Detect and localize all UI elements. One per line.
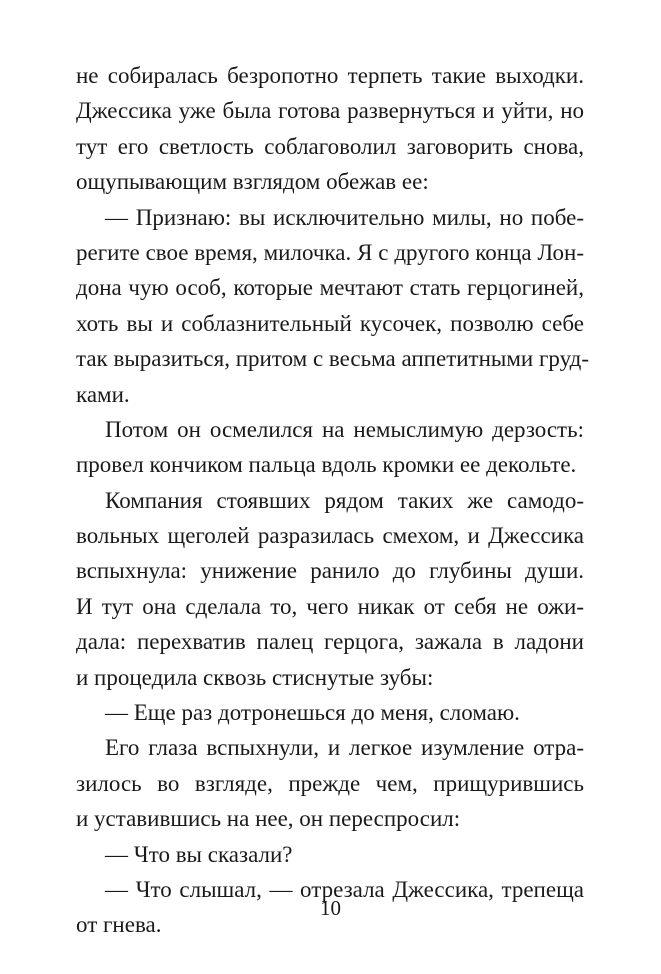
text-line: дала: перехватив палец герцога, зажала в ладони <box>76 629 584 655</box>
text-line: от гнева. <box>76 912 162 938</box>
text-line: хоть вы и соблазнительный кусочек, позволю себе <box>76 310 584 336</box>
text-line: регите свое время, милочка. Я с другого конца Лон- <box>76 239 584 265</box>
text-line: Его глаза вспыхнули, и легкое изумление отра- <box>105 735 584 761</box>
text-line: вспыхнула: унижение ранило до глубины души. <box>76 558 584 584</box>
text-line: вольных щеголей разразилась смехом, и Джессика <box>76 523 584 549</box>
page-number: 10 <box>320 896 341 920</box>
text-line: тут его светлость соблаговолил заговорить снова, <box>76 133 584 159</box>
text-line: Компания стоявших рядом таких же самодо- <box>105 487 584 513</box>
text-line: ощупывающим взглядом обежав ее: <box>76 169 429 195</box>
text-line: так выразиться, притом с весьма аппетитными груд- <box>76 346 590 372</box>
text-line: и уставившись на нее, он переспросил: <box>76 806 461 832</box>
text-line: зилось во взгляде, прежде чем, прищурившись <box>76 770 584 796</box>
text-line: не собиралась безропотно терпеть такие выходки. <box>76 63 584 88</box>
text-line: — Признаю: вы исключительно милы, но побе- <box>105 204 584 230</box>
text-line: ками. <box>76 381 130 407</box>
body-text <box>76 58 590 943</box>
text-line: — Что слышал, — отрезала Джессика, трепеща <box>105 876 584 902</box>
text-line: Джессика уже была готова развернуться и уйти, но <box>76 98 584 124</box>
text-line: — Что вы сказали? <box>105 841 293 867</box>
text-line: провел кончиком пальца вдоль кромки ее декольте. <box>76 452 577 478</box>
text-line: Потом он осмелился на немыслимую дерзость: <box>105 416 584 442</box>
text-line: дона чую особ, которые мечтают стать герцогиней, <box>76 275 584 301</box>
text-line: — Еще раз дотронешься до меня, сломаю. <box>105 700 520 726</box>
text-line: и процедила сквозь стиснутые зубы: <box>76 664 434 690</box>
text-line: И тут она сделала то, чего никак от себя не ожи- <box>76 593 584 619</box>
